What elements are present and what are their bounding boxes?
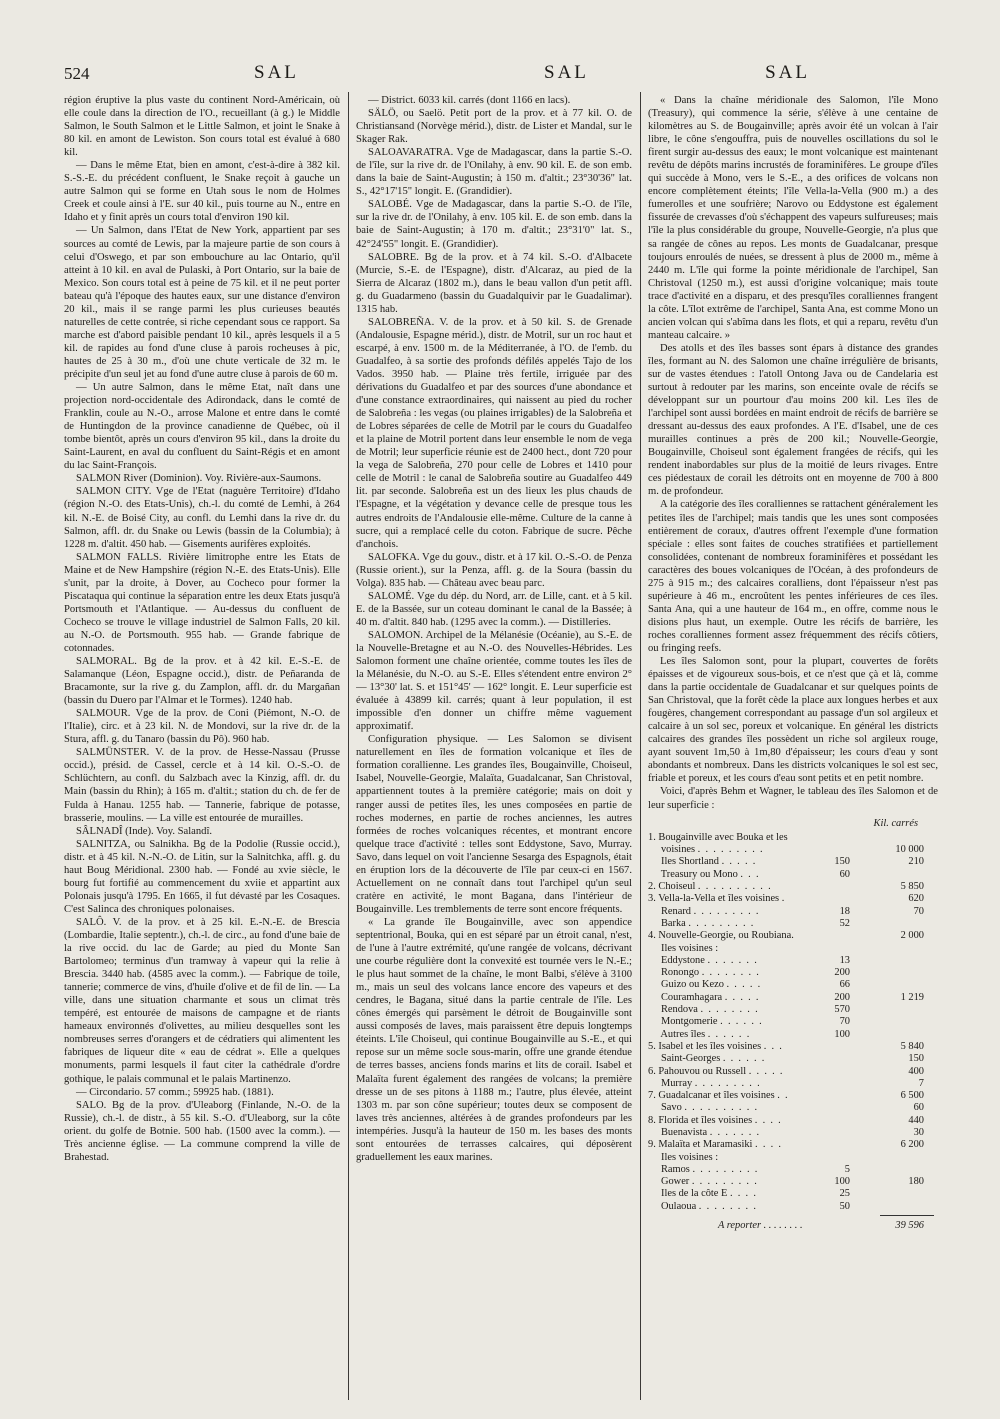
row-label: Iles de la côte E . . . . bbox=[648, 1188, 756, 1200]
paragraph: — Un autre Salmon, dans le même Etat, naît dans une projection nord-occidentale des Adirondack, dans le comté de Franklin, coule au N.-O., arrose Malone et entre dans le comté de Huntingdon de la province canadienne de Québec, où il tombe bientôt, après un cours d'environ 95 kil., dans la droite du Saint-Laurent, en aval du confluent du Saint-Régis et en amont du lac Saint-François. bbox=[64, 382, 340, 472]
total-rule bbox=[880, 1215, 934, 1216]
table-total-row bbox=[648, 1220, 938, 1232]
table-row bbox=[648, 955, 938, 967]
table-row bbox=[648, 918, 938, 930]
table-row bbox=[648, 1176, 938, 1188]
table-row bbox=[648, 1102, 938, 1114]
table-row bbox=[648, 1078, 938, 1090]
row-subvalue: 570 bbox=[834, 1004, 850, 1016]
paragraph: SALO. Bg de la prov. d'Uleaborg (Finlande, N.-O. de la Russie), ch.-l. de distr., à 55 kil. S.-O. d'Uleaborg, sur la côte orient. du golfe de Botnie. 500 hab. (1500 avec la comm.). — Très ancienne église. — La commune comprend la ville de Brahestad. bbox=[64, 1099, 340, 1163]
row-label: voisines . . . . . . . . . bbox=[648, 844, 763, 856]
running-head-right: SAL bbox=[765, 62, 810, 83]
row-label: Guizo ou Kezo . . . . . bbox=[648, 979, 761, 991]
row-subvalue: 150 bbox=[834, 856, 850, 868]
page-number: 524 bbox=[64, 64, 90, 83]
paragraph: région éruptive la plus vaste du continent Nord-Américain, où elle coule dans la direction de l'O., recueillant (à g.) le Middle Salmon, le South Salmon et le Little Salmon, et joint le Snake à 80 kil. en amont de Lewiston. Son cours total est évalué à 680 kil. bbox=[64, 95, 340, 159]
row-total: 150 bbox=[908, 1053, 924, 1065]
paragraph: SALOMÉ. Vge du dép. du Nord, arr. de Lille, cant. et à 5 kil. E. de la Bassée, sur un coteau dominant le canal de la Bassée; à 40 m. d'altit. 840 hab. (1295 avec la comm.). — Distilleries. bbox=[356, 590, 632, 628]
table-row bbox=[648, 1066, 938, 1078]
paragraph: « La grande île Bougainville, avec son appendice septentrional, Bouka, qui en est séparé par un étroit canal, n'est, de l'une à l'autre extrémité, qu'une rangée de volcans, décrivant une courbe régulière dont la convexité est tournée vers le N.-E.; le plus haut sommet de la chaîne, le mont Balbi, s'élève à 3100 m., mais un seul des volcans lance encore des vapeurs et des cendres, le Bagana, situé dans la partie centrale de l'île. Les cônes émergés qui parsèment le détroit de Bougainville sont aussi composés de laves, mais paraissent être depuis longtemps éteints. L'île Choiseul, qui continue Bougainville au S.-E., et qui repose sur un même socle sous-marin, offre une grande étendue de terres basses, anciens fonds marins et lits de corail. Isabel et Malaïta furent également des rangées de volcans; la première dresse un de ses pitons à 1188 m.; l'autre, plus élevée, atteint 1303 m. par son cône supérieur; toutes deux se composent de laves très anciennes, altérées à de grandes profondeurs par les intempéries. Jusqu'à la hauteur de 150 m. les bases des monts sont entourées de terrasses calcaires, qui déposèrent graduellement les eaux marines. bbox=[356, 916, 632, 1163]
column-3 bbox=[648, 94, 938, 1404]
row-total: 1 219 bbox=[900, 991, 924, 1003]
table-row bbox=[648, 893, 938, 905]
row-label: 5. Isabel et les îles voisines . . . bbox=[648, 1040, 782, 1052]
table-row bbox=[648, 1053, 938, 1065]
column-1 bbox=[64, 94, 340, 1404]
row-total: 400 bbox=[908, 1065, 924, 1077]
row-subvalue: 200 bbox=[834, 967, 850, 979]
paragraph: SALOFKA. Vge du gouv., distr. et à 17 kil. O.-S.-O. de Penza (Russie orient.), sur la Penza, affl. g. de la Soura (bassin du Volga). 835 hab. — Château avec beau parc. bbox=[356, 551, 632, 589]
row-label: Couramhagara . . . . . bbox=[648, 991, 759, 1003]
row-label: 4. Nouvelle-Georgie, ou Roubiana. bbox=[648, 930, 794, 942]
table-row bbox=[648, 1004, 938, 1016]
row-label: Saint-Georges . . . . . . bbox=[648, 1053, 765, 1065]
table-row bbox=[648, 1127, 938, 1139]
paragraph: « Dans la chaîne méridionale des Salomon, l'île Mono (Treasury), qui commence la série, s'élève à une centaine de kilomètres au S. de Bougainville; après avoir été un volcan à l'air libre, le cône s'engouffra, puis de nouvelles oscillations du sol le firent surgir au-dessus des eaux; le mont volcanique est maintenant revêtu de dépôts marins incrustés de foraminifères. Le groupe d'îles qui succède à Mono, vers le S.-E., a des orifices de volcans non encore complètement éteints; l'île Vella-la-Vella (900 m.) a des fumerolles et une soufrière; Narovo ou Eddystone est également fissurée de crevasses d'où s'échappent des vapeurs sulfureuses; mais l'île la plus considérable du groupe, Nouvelle-Georgie, n'a plus que sa rangée de cônes au repos. Les monts de Guadalcanar, presque toujours enroulés de nuées, se dressent à plus de 2000 m., même à 2440 m. L'île qui forme la pointe méridionale de l'archipel, San Christoval (1250 m.), est aussi d'origine volcanique; mais toute trace d'activité en a disparu, et des presqu'îles coralliennes frangent la côte. L'îlot extrême de l'archipel, Santa Ana, est comme Mono un ancien volcan qui s'abîma dans les flots, et qui a reparu, revêtu d'un manteau calcaire. » bbox=[648, 95, 938, 341]
row-label: 8. Florida et îles voisines . . . . bbox=[648, 1114, 781, 1126]
paragraph: SALOMON. Archipel de la Mélanésie (Océanie), au S.-E. de la Nouvelle-Bretagne et au N.-O. des Nouvelles-Hébrides. Les Salomon forment une chaîne orientée, comme toutes les îles de la Mélanésie, du N.-O. au S.-E. Elles s'étendent entre environ 2° — 13°30' lat. S. et 151°45' — 162° longit. E. Leur superficie est évaluée à 43899 kil. carrés; quant à leur population, il est impossible d'en donner un chiffre même vaguement approximatif. bbox=[356, 629, 632, 733]
row-total: 7 bbox=[918, 1077, 924, 1089]
row-subvalue: 66 bbox=[839, 979, 850, 991]
total-value: 39 596 bbox=[895, 1220, 924, 1232]
row-subvalue: 70 bbox=[839, 1016, 850, 1028]
row-label: Rendova . . . . . . . . bbox=[648, 1004, 758, 1016]
row-label: 2. Choiseul . . . . . . . . . . bbox=[648, 881, 771, 893]
row-subvalue: 60 bbox=[839, 868, 850, 880]
table-row bbox=[648, 869, 938, 881]
row-subvalue: 13 bbox=[839, 954, 850, 966]
row-label: 9. Malaïta et Maramasiki . . . . bbox=[648, 1139, 782, 1151]
paragraph: SALMON River (Dominion). Voy. Rivière-aux-Saumons. bbox=[76, 473, 322, 485]
column-3-text bbox=[648, 94, 938, 812]
table-row bbox=[648, 1090, 938, 1102]
paragraph: A la catégorie des îles coralliennes se rattachent généralement les petites îles de l'archipel; mais tandis que les unes sont composées entièrement de coraux, d'autres offrent l'exemple d'une formation spéciale : elles sont faites de couches stratifiées et partiellement consolidées, contenant de nombreux foraminifères et possédant les caractères des boues volcaniques de l'Océan, à des profondeurs de 275 à 915 m.; des calcaires coralliens, dont l'épaisseur n'est pas supérieure à 46 m., encroûtent les pentes inférieures de ces îles. Santa Ana, qui a une hauteur de 164 m., en offre, comme nous le disions plus haut, un exemple. Outre les récifs de barrière, les roches coralliennes forment assez fréquemment des récifs côtiers, ou fringing reefs. bbox=[648, 499, 938, 654]
table-row bbox=[648, 1164, 938, 1176]
row-total: 30 bbox=[913, 1127, 924, 1138]
row-total: 70 bbox=[913, 905, 924, 917]
table-rows bbox=[648, 832, 938, 1213]
paragraph: SALOBRE. Bg de la prov. et à 74 kil. S.-O. d'Albacete (Murcie, S.-E. de l'Espagne), distr. d'Alcaraz, au pied de la Sierra de Alcaraz (1802 m.), dans le beau vallon d'un petit affl. g. du Guadarmeno (bassin du Guadalquivir par le Guadalimar). 1315 hab. bbox=[356, 251, 632, 315]
paragraph: Des atolls et des îles basses sont épars à distance des grandes îles, formant au N. des Salomon une chaîne irrégulière de brisants, sur de vastes étendues : l'atoll Ontong Java ou de Candelaria est surtout à redouter par les marins, son enceinte ovale de récifs se développant sur un pourtour d'au moins 200 kil. Les îles de l'archipel sont aussi bordées en maint endroit de récifs de barrière se dressant au-dessus des eaux profondes. A l'E. d'Isabel, une de ces murailles continues a près de 200 kil.; Nouvelle-Georgie, Bougainville, Choiseul sont également frangées de récifs, qui les rendent inabordables sur plus de la moitié de leurs rivages. Entre ces piédestaux de corail les détroits ont en moyenne de 700 à 800 m. de profondeur. bbox=[648, 342, 938, 498]
running-head-left: SAL bbox=[254, 62, 299, 83]
row-subvalue: 18 bbox=[839, 905, 850, 917]
row-total: 440 bbox=[908, 1114, 924, 1126]
row-label: Iles voisines : bbox=[648, 942, 719, 954]
paragraph: SALMON CITY. Vge de l'Etat (naguère Territoire) d'Idaho (région N.-O. des Etats-Unis), ch.-l. du comté de Lemhi, à 264 kil. N.-E. de Boisé City, au confl. du Lemhi dans la rive dr. du Salmon, affl. dr. du Snake ou Lewis (bassin de la Columbia); à 1228 m. d'altit. 450 hab. — Gisements aurifères exploités. bbox=[64, 486, 340, 550]
table-row bbox=[648, 943, 938, 955]
paragraph: SALMON FALLS. Rivière limitrophe entre les Etats de Maine et de New Hampshire (région N.-E. des Etats-Unis). Elle s'unit, par la droite, à Dover, au Cocheco pour former la Piscataqua qui continue la séparation entre les deux Etats jusqu'à Portsmouth et l'Atlantique. — Au-dessus du confluent de Cocheco se trouve le village industriel de Salmon Falls, 20 kil. au N.-O. de Portsmouth. 955 hab. — Grande fabrique de cotonnades. bbox=[64, 551, 340, 654]
paragraph: — Dans le même Etat, bien en amont, c'est-à-dire à 382 kil. S.-S.-E. du précédent confluent, le Snake reçoit à gauche un autre Salmon qui se forme en Utah sous le nom de Holmes Creek et coule ainsi à l'E. sur 40 kil., puis tourne au N., entre en Idaho et y finit après un cours total d'environ 190 kil. bbox=[64, 160, 340, 224]
row-label: Oulaoua . . . . . . . . bbox=[648, 1200, 756, 1212]
row-total: 180 bbox=[908, 1176, 924, 1188]
row-total: 6 200 bbox=[900, 1139, 924, 1151]
row-label: Autres îles . . . . . . bbox=[648, 1028, 750, 1040]
row-label: Ramos . . . . . . . . . bbox=[648, 1163, 758, 1175]
row-subvalue: 52 bbox=[839, 917, 850, 929]
table-row bbox=[648, 1029, 938, 1041]
area-table bbox=[648, 818, 938, 1233]
row-total: 5 850 bbox=[900, 881, 924, 893]
total-label: A reporter . . . . . . . . bbox=[718, 1220, 803, 1232]
row-label: Renard . . . . . . . . . bbox=[648, 905, 759, 917]
table-row bbox=[648, 930, 938, 942]
paragraph: SÂLNADÎ (Inde). Voy. Salandî. bbox=[76, 825, 213, 837]
table-row bbox=[648, 906, 938, 918]
running-head-center: SAL bbox=[544, 62, 589, 83]
table-row bbox=[648, 1152, 938, 1164]
row-label: Montgomerie . . . . . . bbox=[648, 1016, 762, 1028]
paragraph: SALOAVARATRA. Vge de Madagascar, dans la partie S.-O. de l'île, sur la rive dr. de l'Onilahy, à env. 90 kil. E. de son emb. dans la baie de Saint-Augustin; à 150 m. d'altit.; 23°30'36" lat. S., 42°17'15" longit. E. (Grandidier). bbox=[356, 147, 632, 198]
row-total: 620 bbox=[908, 893, 924, 905]
paragraph: Voici, d'après Behm et Wagner, le tableau des îles Salomon et de leur superficie : bbox=[648, 786, 938, 811]
row-total: 6 500 bbox=[900, 1090, 924, 1102]
table-unit: Kil. carrés bbox=[873, 817, 918, 829]
row-subvalue: 100 bbox=[834, 1176, 850, 1188]
table-row bbox=[648, 1115, 938, 1127]
row-total: 210 bbox=[908, 856, 924, 868]
row-label: 7. Guadalcanar et îles voisines . . bbox=[648, 1090, 788, 1102]
paragraph: SALÔ. V. de la prov. et à 25 kil. E.-N.-E. de Brescia (Lombardie, Italie septentr.), ch.-l. de circ., au fond d'une baie de la rive occid. du lac de Garde; au pied du Monte San Bartolomeo; terminus d'un tramway à vapeur qui la relie à Brescia. 3440 hab. (4585 avec la comm.). — Fabrique de toile, tannerie; commerce de vins, d'huile d'olive et de fil de lin. — La ville, dans une situation charmante et sous un climat très tempéré, est entourée de maisons de campagne et de riants hameaux environnés d'olivettes, au milieu desquelles sont les nombreuses serres d'orangers et de cédratiers qui alimentent les fabriques de liqueur dite « eau de cédrat ». Elle a quelques monuments, parmi lesquels il faut citer la cathédrale d'ordre gothique, le palais communal et le palais Martinenzo. bbox=[64, 916, 340, 1085]
table-row bbox=[648, 856, 938, 868]
row-subvalue: 25 bbox=[839, 1188, 850, 1200]
table-row bbox=[648, 1041, 938, 1053]
table-row bbox=[648, 967, 938, 979]
paragraph: Configuration physique. — Les Salomon se divisent naturellement en îles de formation volcanique et îles de formation corallienne. Les grandes îles, Bougainville, Choiseul, Isabel, Nouvelle-Georgie, Malaïta, Guadalcanar, San Christoval, appartiennent toutes à la première catégorie; mais on doit y ranger aussi de petites îles, les unes composées en partie de roches modernes, en partie de roches anciennes, les autres formées de roches volcaniques récentes, et montrant encore quelque trace d'activité : telles sont Eddystone, Savo, Murray. Savo, dans lequel on voit l'ancienne Sesarga des Espagnols, était en éruption lors de la découverte de l'île par ceux-ci en 1567. Actuellement on ne connaît dans tout l'archipel qu'un seul cratère en activité, le mont Bagana, dans l'intérieur de Bougainville. Les tremblements de terre sont encore fréquents. bbox=[356, 734, 632, 915]
row-label: Ronongo . . . . . . . . bbox=[648, 967, 759, 979]
row-subvalue: 200 bbox=[834, 991, 850, 1003]
paragraph: — Un Salmon, dans l'Etat de New York, appartient par ses sources au comté de Lewis, par la majeure partie de son cours à celui d'Oswego, et par son embouchure au lac Ontario, qu'il atteint à 10 kil. en aval de Pulaski, à Port Ontario, sur la baie de Mexico. Son cours total est à peine de 75 kil. et il ne peut porter bateau qu'à l'époque des hautes eaux, sur une distance d'environ 20 kil., mais il se range parmi les plus curieuses beautés naturelles de cette contrée, si riche cependant sous ce rapport. Sa marche est d'abord paisible pendant 10 kil., après lesquels il a 5 kil. de rapides au fond d'une cluse à parois rocheuses à pic, hautes de 25 à 30 m., d'où une chute verticale de 32 m. le précipite d'un seul jet au fond d'une autre cluse à parois de 60 m. bbox=[64, 225, 340, 380]
row-label: 3. Vella-la-Vella et îles voisines . bbox=[648, 893, 785, 905]
paragraph: SALNITZA, ou Salnikha. Bg de la Podolie (Russie occid.), distr. et à 45 kil. N.-N.-O. de Litin, sur la Salnitchka, affl. g. du haut Boug Méridional. 2300 hab. — Fondé au xvie siècle, le bourg fut fortifié au commencement du xviie et appartint aux Polonais jusqu'à 1795. En 1665, il fut dévasté par les Cosaques. C'est Salinca des chroniques polonaises. bbox=[64, 838, 340, 915]
table-row bbox=[648, 1139, 938, 1151]
row-subvalue: 50 bbox=[839, 1200, 850, 1212]
row-label: Iles Shortland . . . . . bbox=[648, 856, 756, 868]
row-total: 2 000 bbox=[900, 930, 924, 942]
column-2 bbox=[356, 94, 632, 1404]
row-label: Murray . . . . . . . . . bbox=[648, 1077, 760, 1089]
column-rule-2 bbox=[640, 92, 641, 1400]
paragraph: — Circondario. 57 comm.; 59925 hab. (1881). bbox=[76, 1086, 274, 1098]
table-row bbox=[648, 844, 938, 856]
table-row bbox=[648, 881, 938, 893]
row-label: Eddystone . . . . . . . bbox=[648, 954, 757, 966]
paragraph: SALMÜNSTER. V. de la prov. de Hesse-Nassau (Prusse occid.), présid. de Cassel, cercle et à 14 kil. O.-S.-O. de Schlüchtern, au confl. du Salzbach avec la Kinzig, affl. dr. du Main (bassin du Rhin); à 165 m. d'altit.; station du ch. de fer de Fulda à Hanau. 1255 hab. — Tannerie, fabrique de potasse, brasserie, moulins. — La ville est entourée de murailles. bbox=[64, 747, 340, 824]
row-total: 60 bbox=[913, 1102, 924, 1114]
table-row bbox=[648, 1016, 938, 1028]
row-total: 10 000 bbox=[895, 844, 924, 856]
paragraph: — District. 6033 kil. carrés (dont 1166 en lacs). bbox=[368, 95, 571, 106]
column-rule-1 bbox=[348, 92, 349, 1400]
row-label: Gower . . . . . . . . . bbox=[648, 1176, 757, 1188]
row-label: Buenavista . . . . . . . bbox=[648, 1127, 760, 1138]
row-label: Treasury ou Mono . . . bbox=[648, 868, 759, 880]
row-label: Iles voisines : bbox=[648, 1151, 719, 1163]
row-subvalue: 5 bbox=[844, 1163, 850, 1175]
row-subvalue: 100 bbox=[834, 1028, 850, 1040]
paragraph: SÄLÖ, ou Saelö. Petit port de la prov. et à 77 kil. O. de Christiansand (Norvège mérid.), distr. de Lister et Mandal, sur le Skager Rak. bbox=[356, 108, 632, 146]
row-label: 6. Pahouvou ou Russell . . . . . bbox=[648, 1065, 783, 1077]
paragraph: SALOBREÑA. V. de la prov. et à 50 kil. S. de Grenade (Andalousie, Espagne mérid.), distr. de Motril, sur un roc haut et escarpé, à env. 1500 m. de la Méditerranée, à l'O. de l'emb. du Guadalfeo, à sa sortie des profonds défilés appelés Tajo de los Vados. 3950 hab. — Plaine très fertile, irriguée par des dérivations du Guadalfeo et par des sources d'une abondance et d'une constance extraordinaires, qui naissent au pied du rocher de Salobreña : les vegas (ou plaines irrigables) de la Salobreña et de Lobres séparées de celle de Motril par le cours du Guadalfeo et la plaine de Motril portent dans leur ensemble le nom de vega de Motril; leur superficie réunie est de 2400 hect., dont 720 pour la vega de Salobreña, 270 pour celle de Lobres et 1410 pour celle de Motril : le canal de Salobreña soutire au Guadalfeo 449 lit. par seconde. Salobreña est un des lieux les plus chauds de l'Espagne, et la végétation y devance celle de presque tous les autres endroits de l'Andalousie elle-même. Culture de la canne à sucre, qui a remplacé celle du coton. Fabrique de sucre. Pêche d'anchois. bbox=[356, 316, 632, 550]
row-label: Savo . . . . . . . . . . bbox=[648, 1102, 758, 1114]
paragraph: Les îles Salomon sont, pour la plupart, couvertes de forêts épaisses et de vigoureux sous-bois, et ce n'est que çà et là, comme dans la partie occidentale de Guadalcanar et sur quelques points de San Christoval, que la forêt cède la place aux longues herbes et aux fougères, changement correspondant au passage d'un sol argileux et calcaire à un sol sec, poreux et volcanique. En général les districts calcaires des grandes îles possèdent un riche sol argileux rouge, ayant souvent 1m,50 à 1m,80 d'épaisseur; les cours d'eau y sont abondants et nombreux. Dans les districts volcaniques le sol est sec, friable et poreux, et les cours d'eau sont petits et en petit nombre. bbox=[648, 656, 938, 785]
table-row bbox=[648, 1201, 938, 1213]
table-row bbox=[648, 832, 938, 844]
table-row bbox=[648, 992, 938, 1004]
row-label: 1. Bougainville avec Bouka et les bbox=[648, 831, 788, 843]
page-header bbox=[64, 58, 936, 88]
table-row bbox=[648, 979, 938, 991]
row-total: 5 840 bbox=[900, 1040, 924, 1052]
paragraph: SALMORAL. Bg de la prov. et à 42 kil. E.-S.-E. de Salamanque (Léon, Espagne occid.), distr. de Peñaranda de Bracamonte, sur la rive g. du Zamplon, affl. dr. du Margañan (bassin du Duero par l'Almar et le Tormes). 1240 hab. bbox=[64, 656, 340, 707]
row-label: Barka . . . . . . . . . bbox=[648, 917, 754, 929]
paragraph: SALOBÉ. Vge de Madagascar, dans la partie S.-O. de l'île, sur la rive dr. de l'Onilahy, à env. 105 kil. E. de son emb. dans la baie de Saint-Augustin; à 170 m. d'altit.; 23°31'0" lat. S., 42°24'55" longit. E. (Grandidier). bbox=[356, 199, 632, 250]
table-row bbox=[648, 1188, 938, 1200]
paragraph: SALMOUR. Vge de la prov. de Coni (Piémont, N.-O. de l'Italie), circ. et à 23 kil. N. de Mondovi, sur la rive dr. de la Stura, affl. g. du Tanaro (bassin du Pô). 960 hab. bbox=[64, 708, 340, 746]
